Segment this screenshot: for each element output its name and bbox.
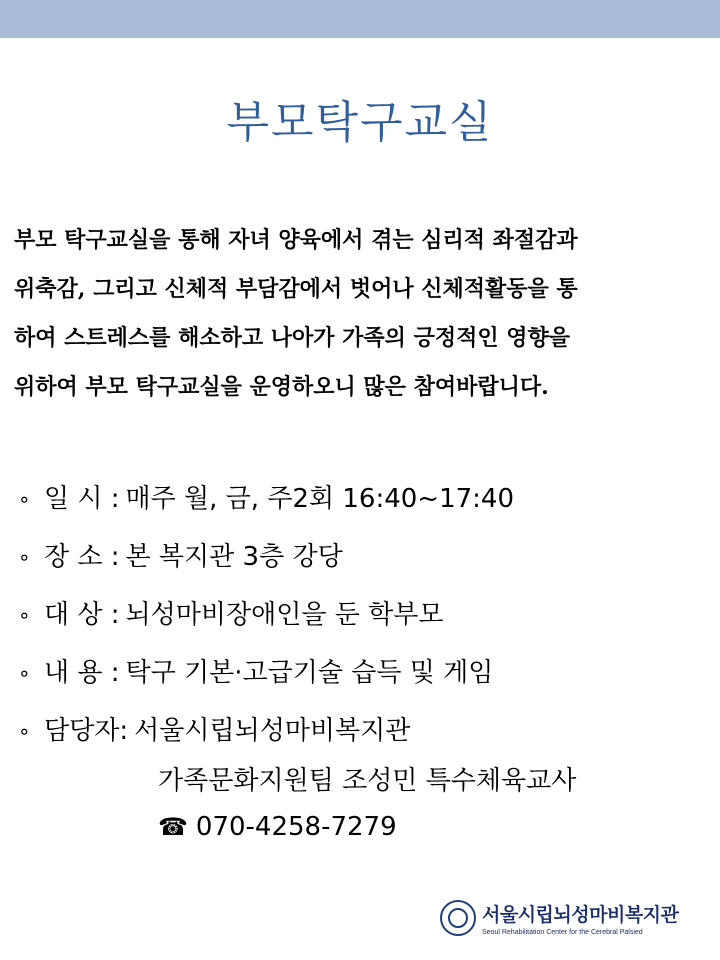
bullet-icon: ∘ <box>18 487 31 511</box>
bullet-icon: ∘ <box>18 661 31 685</box>
intro-line: 하여 스트레스를 해소하고 나아가 가족의 긍정적인 영향을 <box>14 325 571 351</box>
phone-icon: ☎ <box>158 813 188 841</box>
info-label: 내 용 : <box>44 658 120 688</box>
info-label: 장 소 : <box>44 542 120 572</box>
info-value: 본 복지관 3층 강당 <box>125 542 343 572</box>
info-value: 뇌성마비장애인을 둔 학부모 <box>125 600 444 630</box>
bullet-icon: ∘ <box>18 545 31 569</box>
intro-line: 부모 탁구교실을 통해 자녀 양육에서 겪는 심리적 좌절감과 <box>14 227 578 253</box>
org-name-english: Seoul Rehabilitation Center for the Cerebral Palsied <box>482 929 643 936</box>
info-value: 매주 월, 금, 주2회 16:40~17:40 <box>125 484 514 514</box>
intro-line: 위축감, 그리고 신체적 부담감에서 벗어나 신체적활동을 통 <box>14 276 578 302</box>
info-label: 일 시 : <box>44 484 120 514</box>
info-item-location <box>18 528 718 586</box>
info-value: 서울시립뇌성마비복지관 <box>134 716 411 746</box>
info-item-schedule <box>18 470 718 528</box>
top-banner-bar <box>0 0 720 38</box>
contact-phone-row <box>158 812 397 842</box>
info-label: 담당자: <box>44 716 129 746</box>
org-seal-icon <box>440 900 476 936</box>
contact-phone: 070-4258-7279 <box>195 812 397 842</box>
info-item-contact <box>18 702 718 760</box>
footer-logo <box>440 900 678 936</box>
bullet-icon: ∘ <box>18 719 31 743</box>
info-label: 대 상 : <box>44 600 120 630</box>
contact-person: 가족문화지원팀 조성민 특수체육교사 <box>158 766 577 796</box>
bullet-icon: ∘ <box>18 603 31 627</box>
intro-paragraph <box>14 216 714 412</box>
intro-line: 위하여 부모 탁구교실을 운영하오니 많은 참여바랍니다. <box>14 374 549 400</box>
info-list <box>18 470 718 760</box>
page-title: 부모탁구교실 <box>226 97 494 148</box>
info-item-content <box>18 644 718 702</box>
org-name: 서울시립뇌성마비복지관 <box>482 904 679 926</box>
info-item-target <box>18 586 718 644</box>
info-value: 탁구 기본·고급기술 습득 및 게임 <box>125 658 494 688</box>
